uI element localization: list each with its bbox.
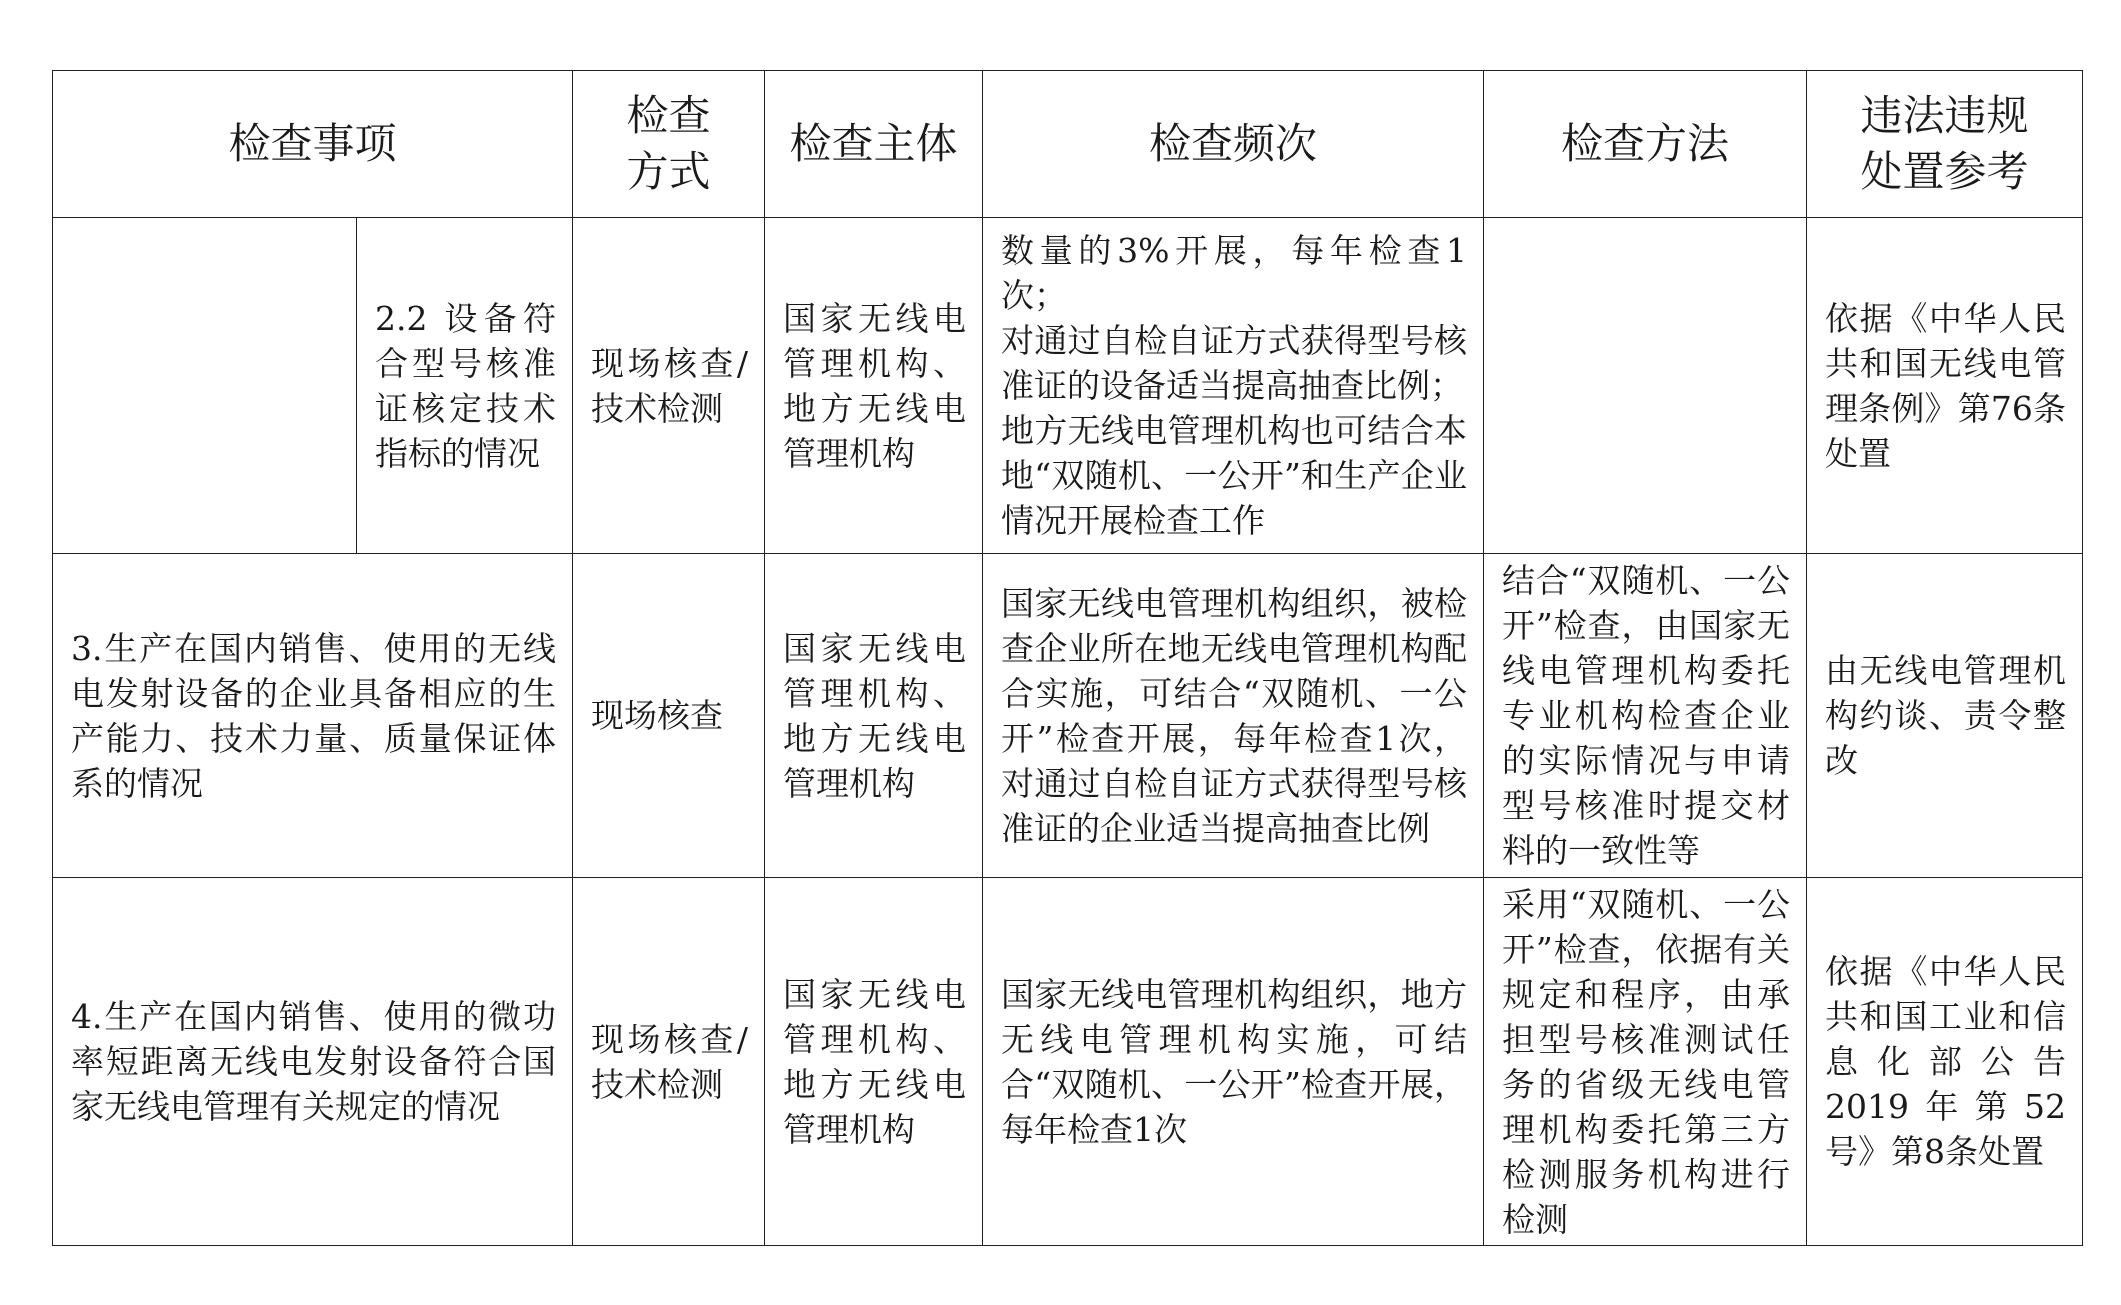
method-type-text: 现场核查	[591, 696, 724, 735]
header-penalty: 违法违规 处置参考	[1807, 71, 2083, 218]
penalty-text: 依据《中华人民共和国无线电管理条例》第76条处置	[1825, 298, 2067, 473]
header-method-type: 检查 方式	[573, 71, 765, 218]
frequency-text: 数量的3%开展，每年检查1次； 对通过自检自证方式获得型号核准证的设备适当提高抽查比例； 地方无线电管理机构也可结合本地“双随机、一公开”和生产企业情况开展检查工作	[1001, 231, 1468, 540]
frequency-cell	[983, 554, 1484, 878]
item-sub-text: 2.2 设备符合型号核准证核定技术指标的情况	[375, 298, 557, 473]
header-subject: 检查主体	[765, 71, 983, 218]
method-cell	[1484, 218, 1807, 554]
subject-text: 国家无线电管理机构、地方无线电管理机构	[783, 628, 967, 803]
item-cell	[53, 554, 573, 878]
header-row	[53, 71, 2083, 218]
item-sub-cell	[357, 218, 573, 554]
subject-cell	[765, 218, 983, 554]
header-method: 检查方法	[1484, 71, 1807, 218]
method-type-text: 现场核查/技术检测	[591, 343, 749, 428]
penalty-cell	[1807, 218, 2083, 554]
penalty-cell	[1807, 554, 2083, 878]
penalty-text: 由无线电管理机构约谈、责令整改	[1825, 651, 2067, 780]
subject-cell	[765, 878, 983, 1246]
frequency-cell	[983, 218, 1484, 554]
frequency-text: 国家无线电管理机构组织，被检查企业所在地无线电管理机构配合实施，可结合“双随机、一公开”检查开展，每年检查1次，对通过自检自证方式获得型号核准证的企业适当提高抽查比例	[1001, 583, 1468, 848]
header-frequency: 检查频次	[983, 71, 1484, 218]
method-type-text: 现场核查/技术检测	[591, 1019, 749, 1104]
header-item: 检查事项	[53, 71, 573, 218]
method-type-cell	[573, 554, 765, 878]
penalty-cell	[1807, 878, 2083, 1246]
table-row	[53, 878, 2083, 1246]
frequency-cell	[983, 878, 1484, 1246]
inspection-table	[52, 70, 2083, 1246]
method-cell	[1484, 878, 1807, 1246]
method-cell	[1484, 554, 1807, 878]
method-type-cell	[573, 878, 765, 1246]
frequency-text: 国家无线电管理机构组织，地方无线电管理机构实施，可结合“双随机、一公开”检查开展，每年检查1次	[1001, 974, 1468, 1149]
penalty-text: 依据《中华人民共和国工业和信息化部公告2019年第52号》第8条处置	[1825, 952, 2067, 1171]
method-text: 结合“双随机、一公开”检查，由国家无线电管理机构委托专业机构检查企业的实际情况与申请型号核准时提交材料的一致性等	[1502, 561, 1791, 870]
table-row	[53, 218, 2083, 554]
subject-cell	[765, 554, 983, 878]
item-cell	[53, 878, 573, 1246]
method-text: 采用“双随机、一公开”检查，依据有关规定和程序，由承担型号核准测试任务的省级无线电管理机构委托第三方检测服务机构进行检测	[1502, 884, 1791, 1239]
item-text: 4.生产在国内销售、使用的微功率短距离无线电发射设备符合国家无线电管理有关规定的情况	[71, 997, 557, 1126]
item-parent-cell	[53, 218, 357, 554]
table-row	[53, 554, 2083, 878]
subject-text: 国家无线电管理机构、地方无线电管理机构	[783, 298, 967, 473]
subject-text: 国家无线电管理机构、地方无线电管理机构	[783, 974, 967, 1149]
item-text: 3.生产在国内销售、使用的无线电发射设备的企业具备相应的生产能力、技术力量、质量保证体系的情况	[71, 628, 557, 803]
method-type-cell	[573, 218, 765, 554]
